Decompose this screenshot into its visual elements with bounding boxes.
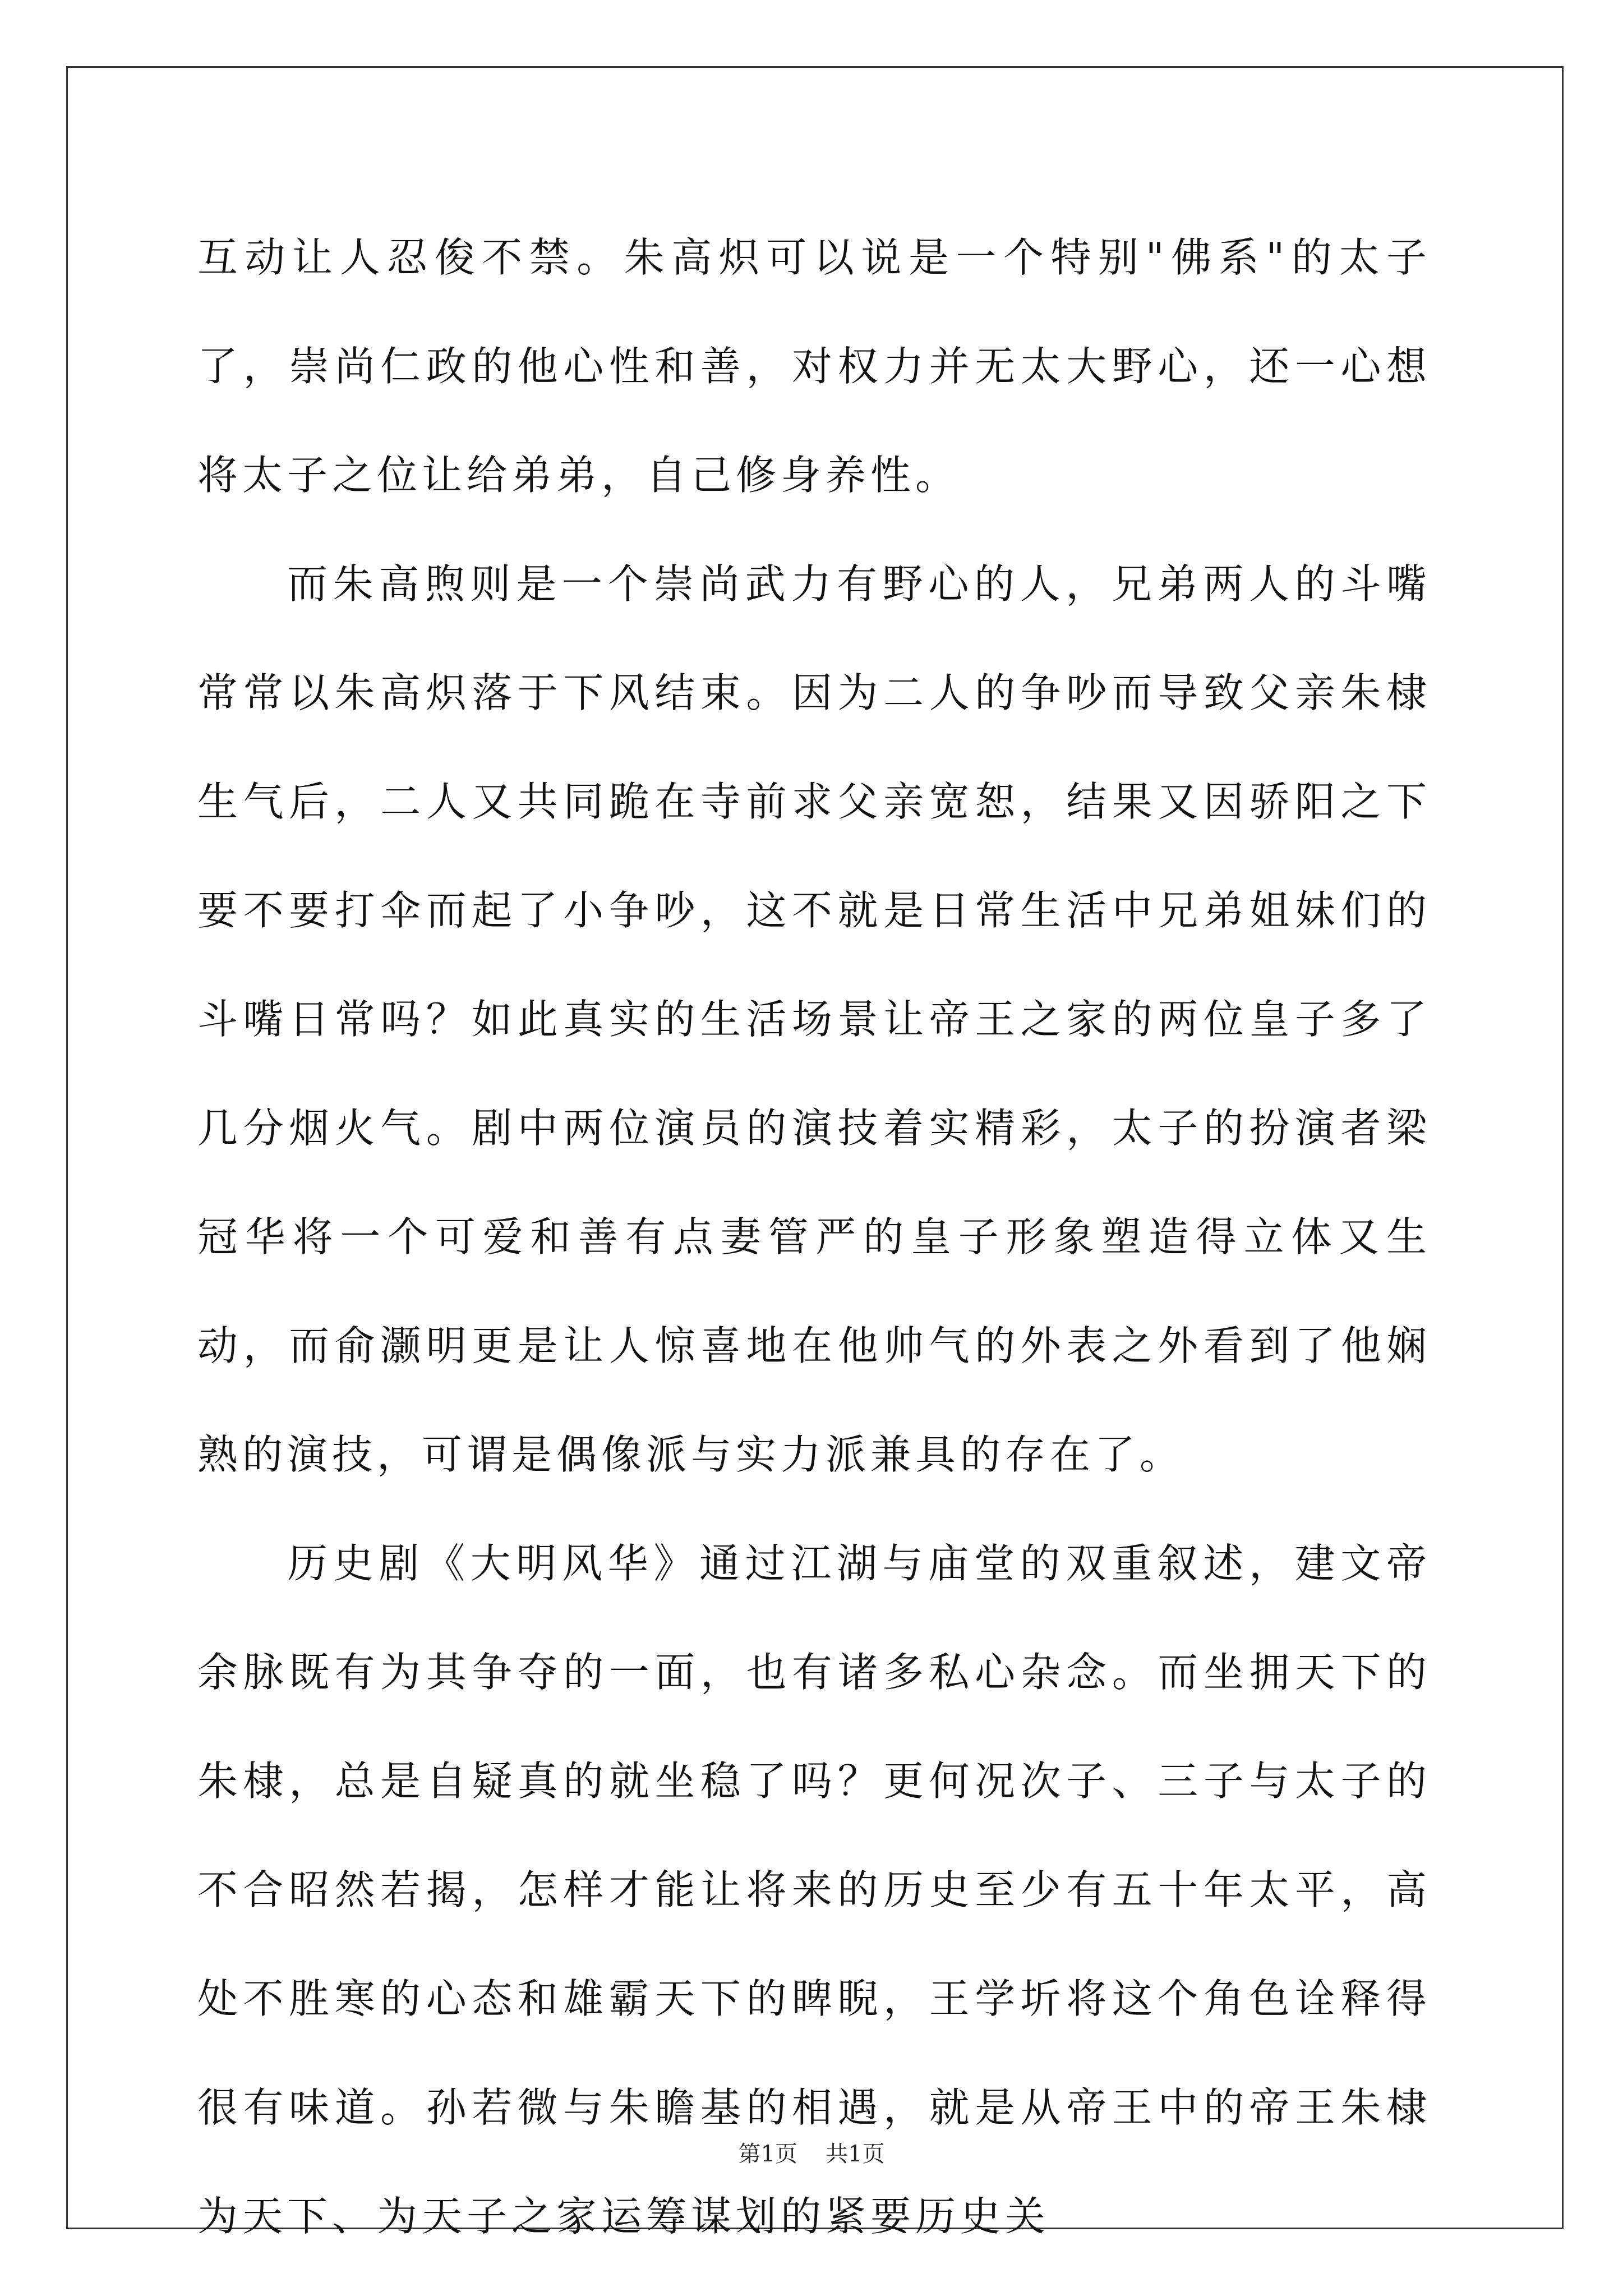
page-number: 第1页 — [738, 2141, 797, 2167]
paragraph-3: 历史剧《大明风华》通过江湖与庙堂的双重叙述，建文帝余脉既有为其争夺的一面，也有诸多私心杂念。而坐拥天下的朱棣，总是自疑真的就坐稳了吗？更何况次子、三子与太子的不合昭然若揭，怎样才能让将来的历史至少有五十年太平，高处不胜寒的心态和雄霸天下的睥睨，王学圻将这个角色诠释得很有味道。孙若微与朱瞻基的相遇，就是从帝王中的帝王朱棣为天下、为天子之家运筹谋划的紧要历史关 — [197, 1540, 1431, 2240]
document-body — [197, 203, 1431, 2271]
page-total: 共1页 — [826, 2141, 885, 2167]
page-footer — [0, 2136, 1623, 2168]
paragraph-2: 而朱高煦则是一个崇尚武力有野心的人，兄弟两人的斗嘴常常以朱高炽落于下风结束。因为二人的争吵而导致父亲朱棣生气后，二人又共同跪在寺前求父亲宽恕，结果又因骄阳之下要不要打伞而起了小争吵，这不就是日常生活中兄弟姐妹们的斗嘴日常吗？如此真实的生活场景让帝王之家的两位皇子多了几分烟火气。剧中两位演员的演技着实精彩，太子的扮演者梁冠华将一个可爱和善有点妻管严的皇子形象塑造得立体又生动，而俞灏明更是让人惊喜地在他帅气的外表之外看到了他娴熟的演技，可谓是偶像派与实力派兼具的存在了。 — [197, 560, 1431, 1478]
paragraph-1: 互动让人忍俊不禁。朱高炽可以说是一个特别"佛系"的太子了，崇尚仁政的他心性和善，对权力并无太大野心，还一心想将太子之位让给弟弟，自己修身养性。 — [197, 234, 1431, 499]
